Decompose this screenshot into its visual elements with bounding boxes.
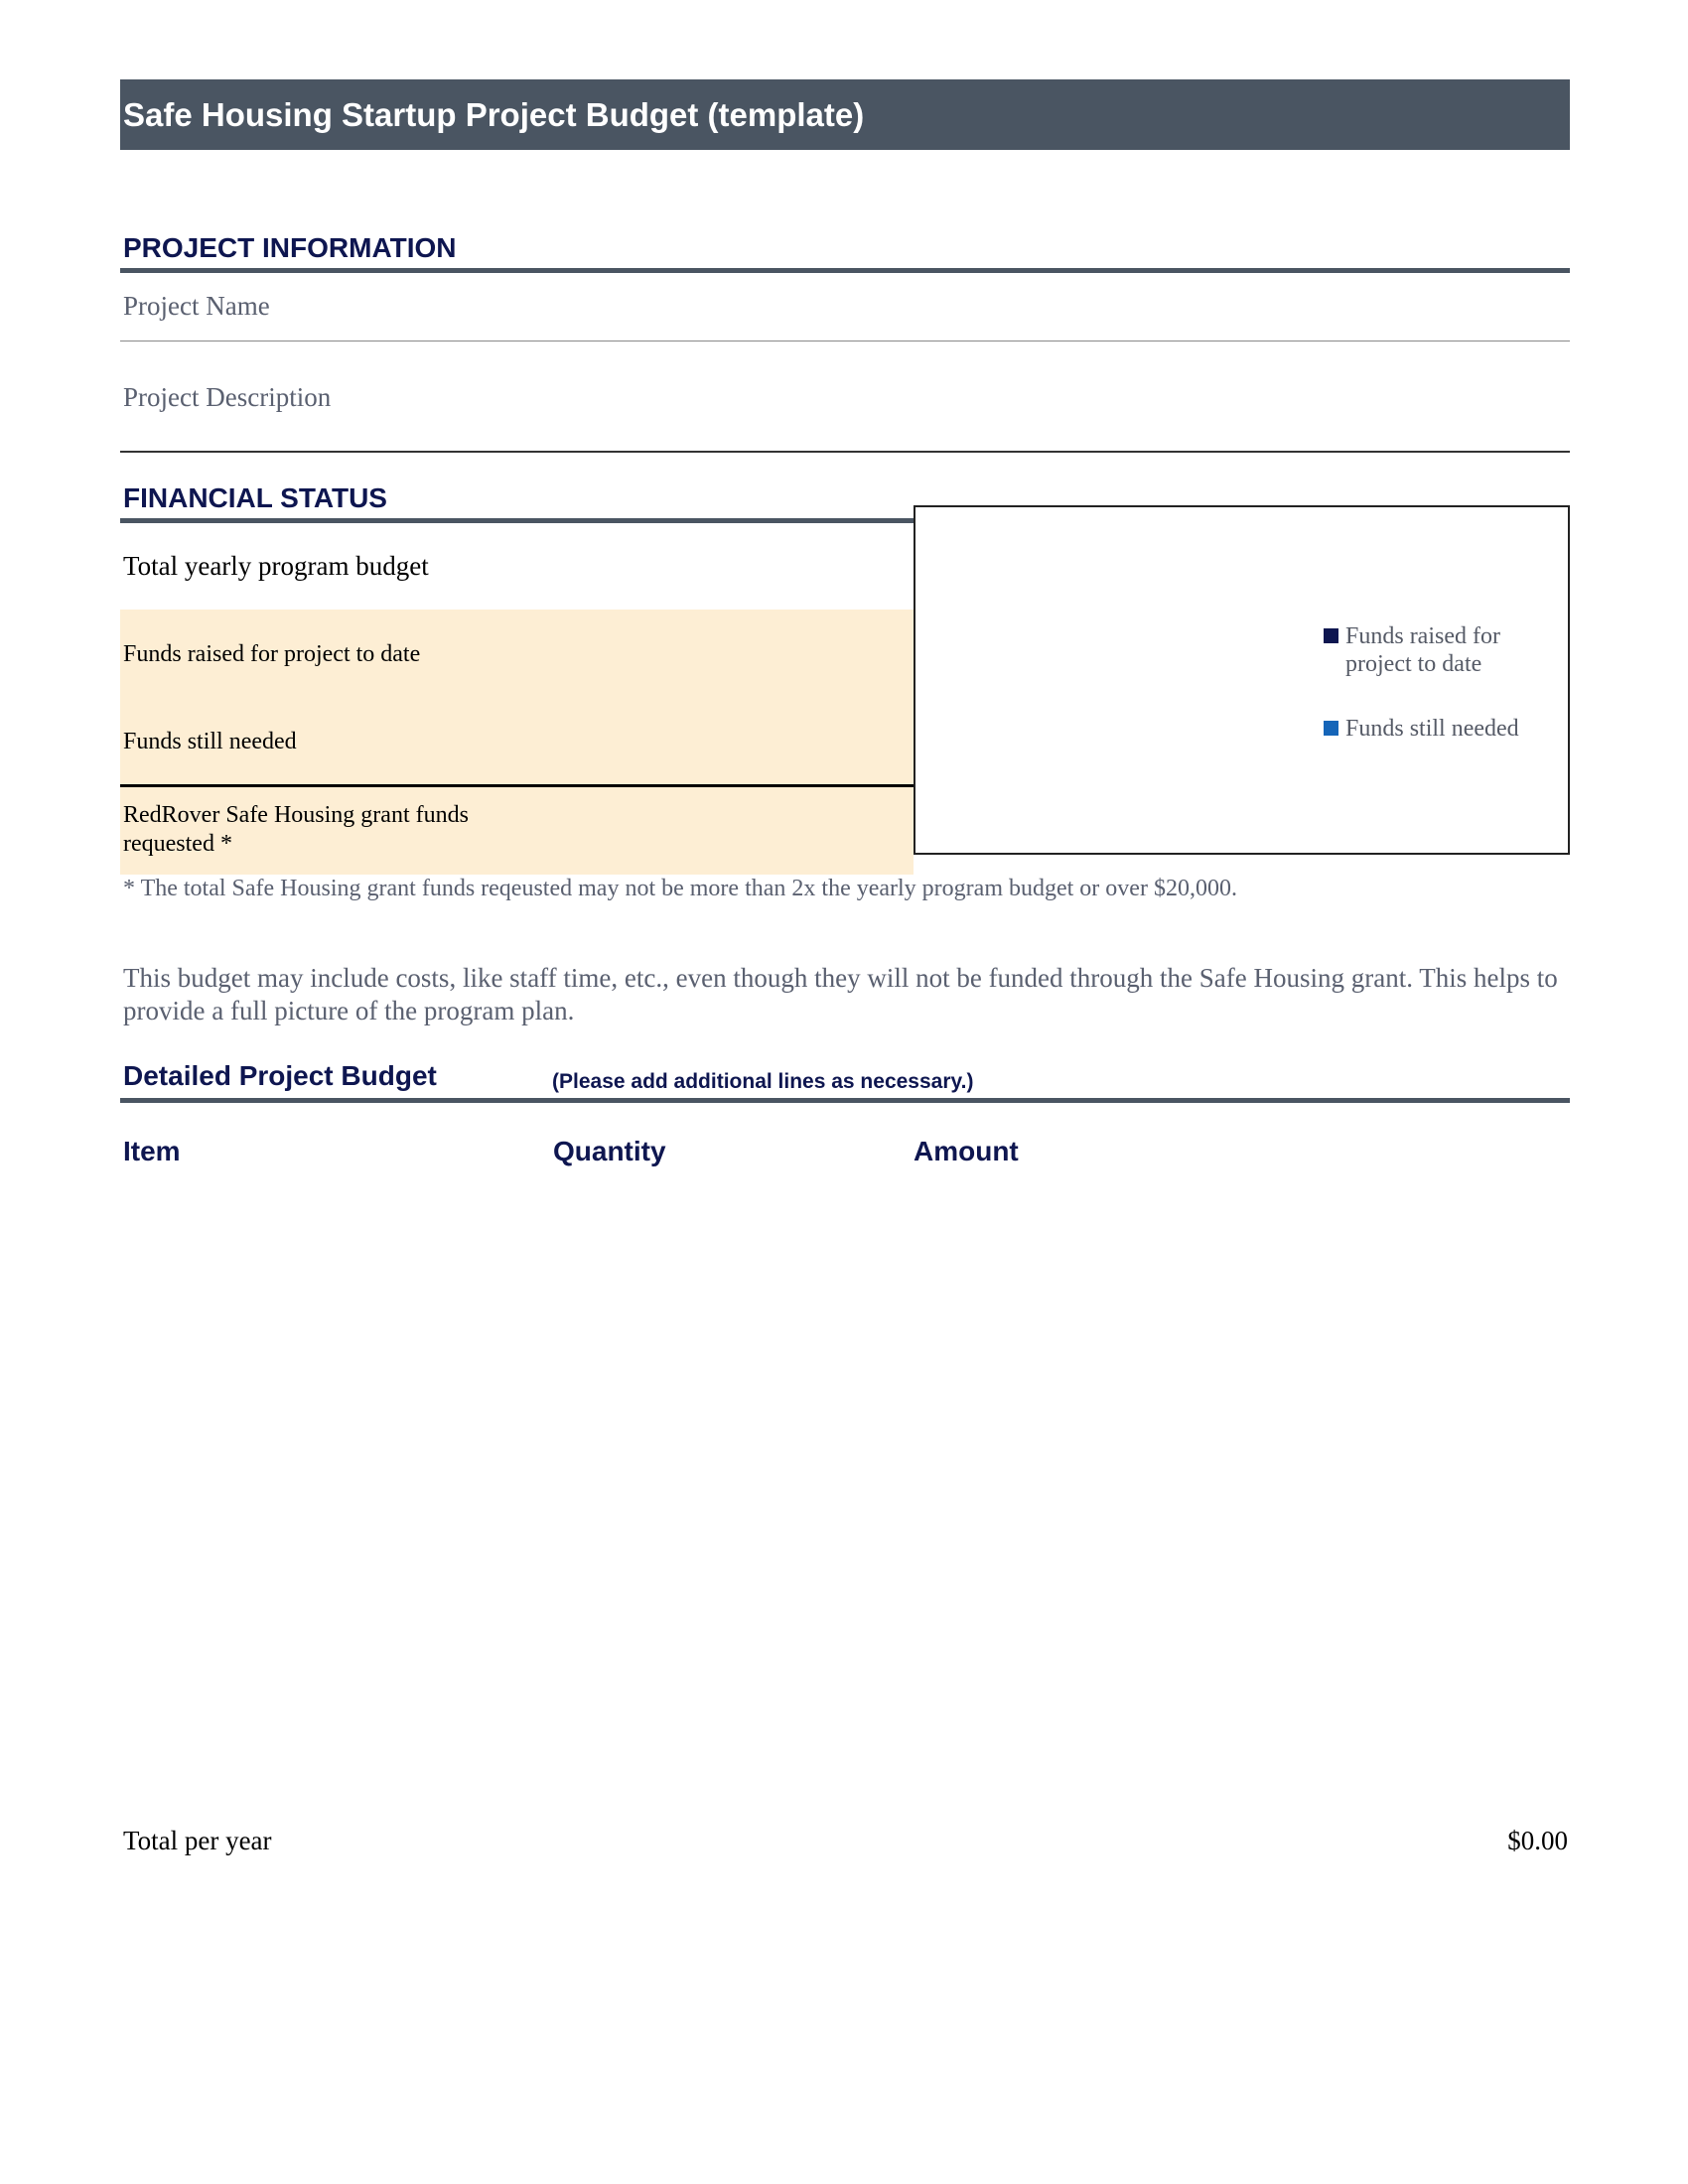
grant-requested-label: RedRover Safe Housing grant funds requested * bbox=[123, 802, 469, 857]
project-description-field[interactable] bbox=[120, 451, 1570, 453]
budget-line-items-area[interactable] bbox=[120, 1177, 1570, 1813]
project-name-label: Project Name bbox=[123, 291, 270, 321]
budget-info-paragraph: This budget may include costs, like staff time, etc., even though they will not be funded through the Safe Housing grant. This helps to provide a full picture of the program plan. bbox=[123, 963, 1558, 1025]
funds-highlight-block bbox=[120, 610, 914, 784]
legend-item-funds-raised bbox=[1324, 622, 1554, 678]
legend-label-funds-needed: Funds still needed bbox=[1345, 716, 1519, 742]
page-title: Safe Housing Startup Project Budget (template) bbox=[123, 96, 865, 133]
financial-status-heading: FINANCIAL STATUS bbox=[123, 482, 387, 513]
funds-chart bbox=[914, 505, 1570, 855]
legend-item-funds-needed bbox=[1324, 715, 1554, 743]
column-header-quantity: Quantity bbox=[553, 1136, 666, 1166]
add-lines-note: (Please add additional lines as necessary.) bbox=[552, 1070, 974, 1093]
total-per-year-label: Total per year bbox=[123, 1826, 272, 1855]
legend-swatch-funds-needed bbox=[1324, 721, 1338, 736]
column-header-item: Item bbox=[123, 1136, 181, 1166]
project-description-label: Project Description bbox=[123, 382, 332, 412]
project-information-heading: PROJECT INFORMATION bbox=[123, 232, 457, 263]
legend-label-funds-raised: Funds raised for project to date bbox=[1345, 623, 1500, 677]
column-header-amount: Amount bbox=[914, 1136, 1019, 1166]
funds-raised-label: Funds raised for project to date bbox=[123, 641, 421, 667]
section-divider bbox=[120, 268, 1570, 273]
detailed-budget-heading: Detailed Project Budget bbox=[123, 1060, 437, 1091]
total-per-year-value: $0.00 bbox=[1507, 1826, 1568, 1855]
total-budget-label: Total yearly program budget bbox=[123, 551, 429, 581]
grant-footnote: * The total Safe Housing grant funds reqeusted may not be more than 2x the yearly program budget or over $20,000. bbox=[123, 876, 1237, 901]
funds-needed-label: Funds still needed bbox=[123, 729, 297, 754]
section-divider bbox=[120, 1098, 1570, 1103]
legend-swatch-funds-raised bbox=[1324, 628, 1338, 643]
